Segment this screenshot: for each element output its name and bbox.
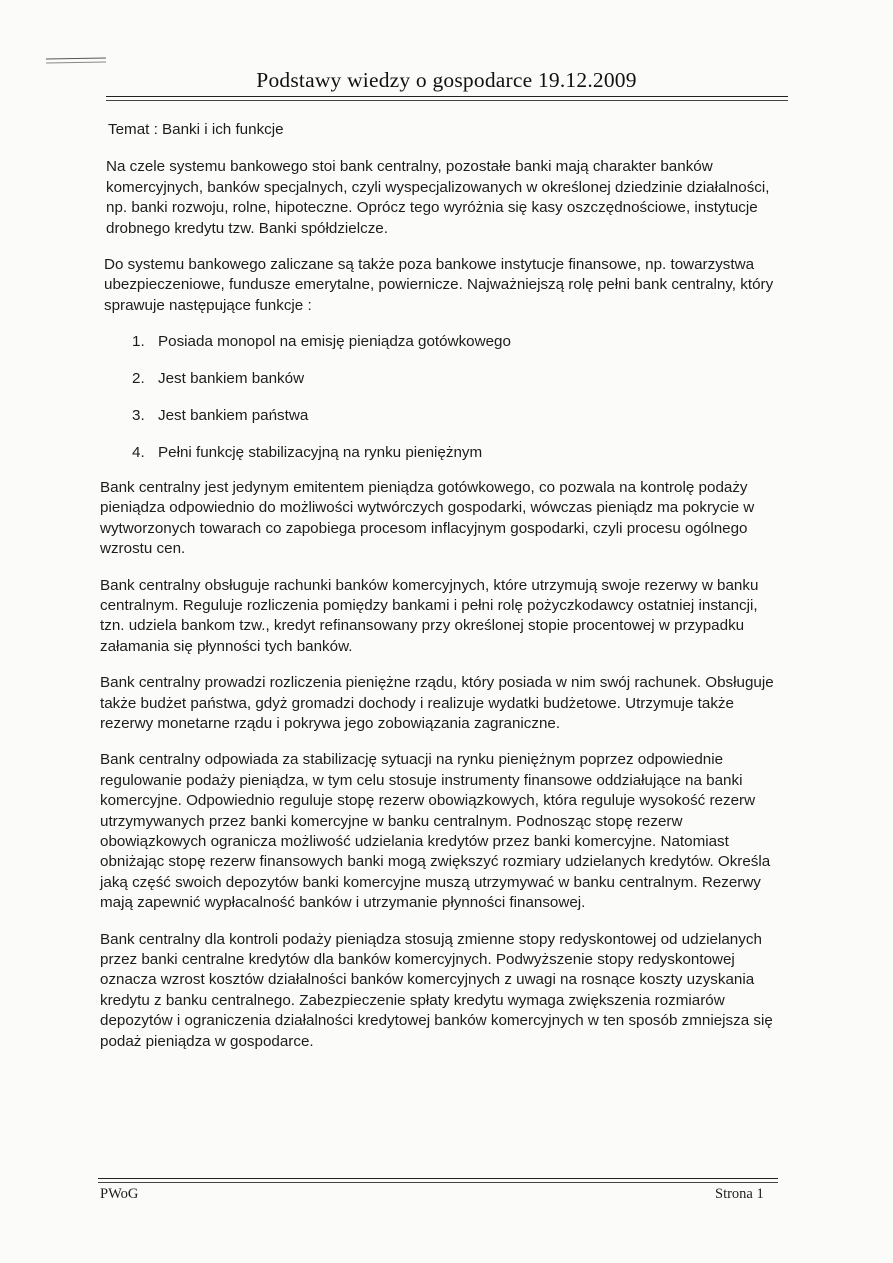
- paragraph-emission: Bank centralny jest jedynym emitentem pieniądza gotówkowego, co pozwala na kontrolę podaży pieniądza odpowiednio do możliwości wytwórczych gospodarki, wówczas pieniądz ma pokrycie w wytworzonych towarach co zapobiega procesom inflacyjnym gospodarki, czyli procesu ogólnego wzrostu cen.: [100, 478, 755, 558]
- header-rule: [106, 96, 788, 101]
- paragraph-institutions: Do systemu bankowego zaliczane są także poza bankowe instytucje finansowe, np. towarzystwa ubezpieczeniowe, fundusze emerytalne, powiernicze. Najważniejszą rolę pełni bank centralny, który sprawuje następujące funkcje :: [104, 256, 774, 314]
- list-item: [132, 369, 780, 389]
- paragraph-bank-of-state: Bank centralny prowadzi rozliczenia pieniężne rządu, który posiada w nim swój rachunek. Obsługuje także budżet państwa, gdyż gromadzi dochody i realizuje wydatki budżetowe. Utrzymuje także rezerwy monetarne rządu i pokrywa jego zobowiązania zagraniczne.: [100, 674, 774, 732]
- list-item: [132, 443, 780, 463]
- paragraph-bank-of-banks: Bank centralny obsługuje rachunki banków komercyjnych, które utrzymują swoje rezerwy w banku centralnym. Reguluje rozliczenia pomiędzy bankami i pełni rolę pożyczkodawcy ostatniej instancji, tzn. udziela bankom tzw., kredyt refinansowany przy określonej stopie procentowej w przypadku załamania się płynności tych banków.: [100, 576, 759, 655]
- paragraph-rediscount: Bank centralny dla kontroli podaży pieniądza stosują zmienne stopy redyskontowej od udzielanych przez banki centralne kredytów dla banków komercyjnych. Podwyższenie stopy redyskontowej oznacza wzrost kosztów działalności banków komercyjnych z uwagi na rosnące koszty uzyskania kredytu z banku centralnego. Zabezpieczenie spłaty kredytu wymaga zwiększenia rozmiarów depozytów i ograniczenia działalności kredytowej banków komercyjnych w ten sposób zmniejsza się podaż pieniądza w gospodarce.: [100, 930, 773, 1050]
- paragraph-stabilization: Bank centralny odpowiada za stabilizację sytuacji na rynku pieniężnym poprzez odpowiednie regulowanie podaży pieniądza, w tym celu stosuje instrumenty finansowe oddziałujące na banki komercyjne. Odpowiednio reguluje stopę rezerw obowiązkowych, która reguluje wysokość rezerw utrzymywanych przez banki komercyjne w banku centralnym. Podnosząc stopę rezerw obowiązkowych ogranicza możliwość udzielania kredytów przez banki komercyjne. Natomiast obniżając stopę rezerw finansowych banki mogą zwiększyć rozmiary udzielanych kredytów. Określa jaką część swoich depozytów banki komercyjne muszą utrzymywać w banku centralnym. Rezerwy mają zapewnić wypłacalność banków i utrzymanie płynności finansowej.: [100, 751, 771, 912]
- list-number: 1.: [132, 333, 145, 351]
- list-number: 4.: [132, 443, 145, 461]
- list-text: Jest bankiem państwa: [158, 407, 309, 425]
- footer-rule: [98, 1178, 778, 1183]
- footer-label: PWoG: [100, 1186, 139, 1202]
- page-title: Podstawy wiedzy o gospodarce 19.12.2009: [256, 68, 637, 92]
- scan-artifact: [46, 57, 106, 63]
- document-body: [100, 120, 780, 1068]
- page-number: Strona 1: [715, 1186, 764, 1202]
- list-number: 2.: [132, 370, 145, 388]
- list-text: Pełni funkcję stabilizacyjną na rynku pieniężnym: [158, 443, 483, 461]
- list-number: 3.: [132, 407, 145, 425]
- list-text: Jest bankiem banków: [158, 370, 305, 388]
- paragraph-banking-system: Na czele systemu bankowego stoi bank centralny, pozostałe banki mają charakter banków komercyjnych, banków specjalnych, czyli wyspecjalizowanych w określonej dziedzinie działalności, np. banki rozwoju, rolne, hipoteczne. Oprócz tego wyróżnia się kasy oszczędnościowe, instytucje drobnego kredytu tzw. Banki spółdzielcze.: [106, 158, 770, 237]
- list-item: [132, 332, 780, 352]
- functions-list: [132, 332, 780, 463]
- list-text: Posiada monopol na emisję pieniądza gotówkowego: [158, 333, 511, 351]
- list-item: [132, 406, 780, 426]
- topic-line: Temat : Banki i ich funkcje: [108, 121, 284, 138]
